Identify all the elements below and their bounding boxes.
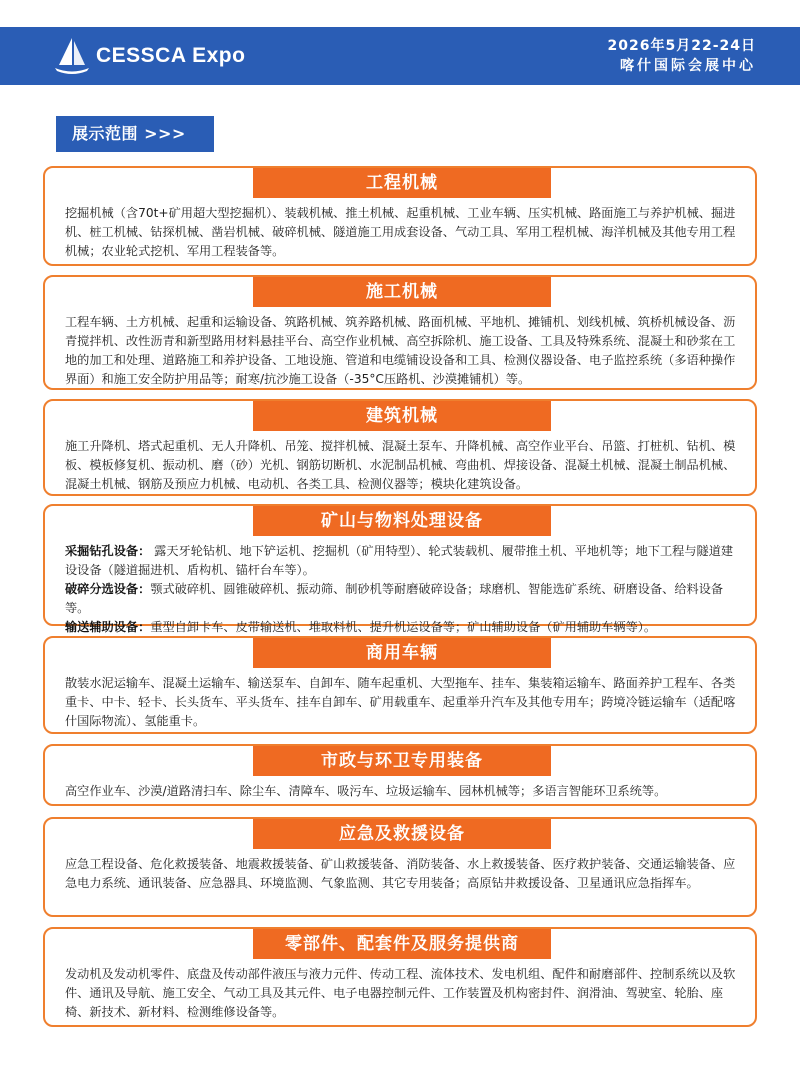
card-item-label: 采掘钻孔设备：: [65, 544, 151, 558]
card-text: 散装水泥运输车、混凝土运输车、输送泵车、自卸车、随车起重机、大型拖车、挂车、集装箱运输车、路面养护工程车、各类重卡、中卡、轻卡、长头货车、平头货车、挂车自卸车、矿用载重车、起重举升汽车及其他专用车；跨境冷链运输车（适配喀什国际物流）、氢能重卡。: [65, 676, 736, 728]
category-card-municipal: [43, 744, 757, 806]
card-text: 挖掘机械（含70t+矿用超大型挖掘机）、装载机械、推土机械、起重机械、工业车辆、压实机械、路面施工与养护机械、掘进机、桩工机械、钻探机械、凿岩机械、破碎机械、隧道施工用成套设备、气动工具、军用工程机械、海洋机械及其他专用工程机械；农业轮式挖机、军用工程装备等。: [65, 206, 736, 258]
category-card-mining: [43, 504, 757, 634]
card-text: 施工升降机、塔式起重机、无人升降机、吊笼、搅拌机械、混凝土泵车、升降机械、高空作业平台、吊篮、打桩机、钻机、模板、模板修复机、振动机、磨（砂）光机、钢筋切断机、水泥制品机械、弯曲机、焊接设备、混凝土机械、混凝土制品机械、混凝土机械、钢筋及预应力机械、电动机、各类工具、检测仪器等；模块化建筑设备。: [65, 439, 736, 491]
card-body: [65, 855, 739, 893]
card-title: 商用车辆: [253, 638, 551, 668]
category-card-engineering: [43, 166, 757, 266]
card-item-text: 颚式破碎机、圆锥破碎机、振动筛、制砂机等耐磨破碎设备；球磨机、智能选矿系统、研磨设备、给料设备等。: [65, 582, 724, 615]
category-card-emergency: [43, 817, 757, 917]
card-item: [65, 618, 739, 637]
event-info: [608, 36, 756, 76]
event-venue: 喀什国际会展中心: [620, 58, 756, 74]
event-date: 2026年5月22-24日: [607, 38, 756, 54]
card-item: [65, 542, 739, 580]
sailboat-logo-icon: [52, 35, 92, 77]
card-text: 发动机及发动机零件、底盘及传动部件液压与液力元件、传动工程、流体技术、发电机组、配件和耐磨部件、控制系统以及软件、通讯及导航、施工安全、气动工具及其元件、电子电器控制元件、工作装置及机构密封件、润滑油、驾驶室、轮胎、座椅、新技术、新材料、检测维修设备等。: [65, 967, 736, 1019]
logo-text: CESSCA Expo: [96, 44, 246, 67]
card-title: 矿山与物料处理设备: [253, 506, 551, 536]
section-label: 展示范围 >>>: [56, 116, 214, 152]
card-title: 零部件、配套件及服务提供商: [253, 929, 551, 959]
card-item-text: 露天牙轮钻机、地下铲运机、挖掘机（矿用特型）、轮式装载机、履带推土机、平地机等；地下工程与隧道建设设备（隧道掘进机、盾构机、锚杆台车等）。: [65, 544, 734, 577]
card-title: 市政与环卫专用装备: [253, 746, 551, 776]
card-body: [65, 965, 739, 1022]
header-bar: [0, 27, 800, 85]
card-text: 高空作业车、沙漠/道路清扫车、除尘车、清障车、吸污车、垃圾运输车、园林机械等；多语言智能环卫系统等。: [65, 784, 667, 798]
card-item: [65, 580, 739, 618]
category-card-building: [43, 399, 757, 496]
card-text: 应急工程设备、危化救援装备、地震救援装备、矿山救援装备、消防装备、水上救援装备、医疗救护装备、交通运输装备、应急电力系统、通讯装备、应急器具、环境监测、气象监测、其它专用装备；高原钻井救援设备、卫星通讯应急指挥车。: [65, 857, 736, 890]
card-title: 建筑机械: [253, 401, 551, 431]
card-body: [65, 437, 739, 494]
card-body: [65, 313, 739, 389]
card-title: 应急及救援设备: [253, 819, 551, 849]
card-body: [65, 542, 739, 637]
card-text: 工程车辆、土方机械、起重和运输设备、筑路机械、筑养路机械、路面机械、平地机、摊铺机、划线机械、筑桥机械设备、沥青搅拌机、改性沥青和新型路用材料悬挂平台、高空作业机械、高空拆除机、施工设备、工具及特殊系统、混凝土和砂浆在工地的加工和处理、道路施工和养护设备、工地设施、管道和电缆铺设设备和工具、检测仪器设备、电子监控系统（多语种操作界面）和施工安全防护用品等；耐寒/抗沙施工设备（-35°C压路机、沙漠摊铺机）等。: [65, 315, 736, 386]
category-card-construction: [43, 275, 757, 390]
category-card-commercial-vehicles: [43, 636, 757, 734]
card-item-label: 破碎分选设备：: [65, 582, 151, 596]
card-body: [65, 674, 739, 731]
card-item-text: 重型自卸卡车、皮带输送机、堆取料机、提升机运设备等；矿山辅助设备（矿用辅助车辆等）。: [150, 620, 657, 634]
category-card-components: [43, 927, 757, 1027]
card-body: [65, 204, 739, 261]
card-item-label: 输送辅助设备：: [65, 620, 151, 634]
card-body: [65, 782, 739, 801]
card-title: 工程机械: [253, 168, 551, 198]
card-title: 施工机械: [253, 277, 551, 307]
